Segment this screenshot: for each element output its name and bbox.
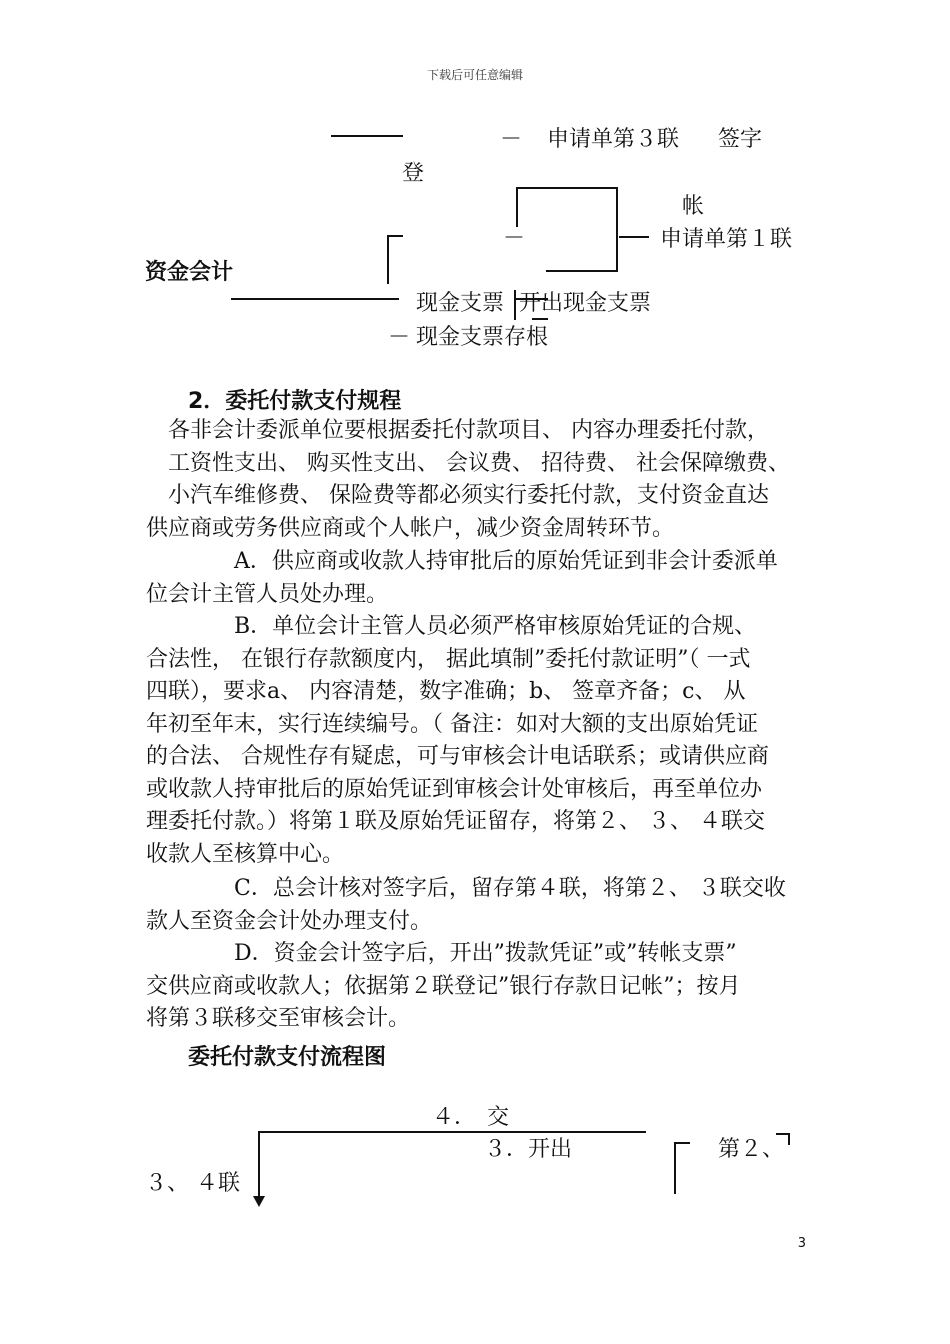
text-line: 位会计主管人员处办理。 xyxy=(146,581,389,607)
register-label: 登 xyxy=(402,161,425,186)
text-line: 四联），要求a、 内容清楚，数字准确；b、 签章齐备；c、 从 xyxy=(146,679,746,704)
text-line: 款人至资金会计处办理支付。 xyxy=(146,908,433,934)
intro-paragraph xyxy=(146,415,826,545)
text-line: 收款人至核算中心。 xyxy=(146,841,345,867)
text-line: 合法性， 在银行存款额度内， 据此填制”委托付款证明”（ 一式 xyxy=(146,646,751,672)
slip-copy-1-label: 申请单第１联 xyxy=(660,227,793,252)
copies-3-4-label: ３、 ４联 xyxy=(145,1171,240,1196)
text-line: 交供应商或收款人；依据第２联登记”银行存款日记帐”；按月 xyxy=(146,973,741,999)
copy-2-label: 第２、 xyxy=(718,1137,785,1162)
section-heading: 2．委托付款支付规程 xyxy=(188,389,402,414)
bracket-top xyxy=(387,235,403,237)
item-b-paragraph xyxy=(146,611,826,871)
text-line: C．总会计核对签字后，留存第４联，将第２、 ３联交收 xyxy=(146,876,786,901)
page-number: 3 xyxy=(797,1236,806,1251)
step-4-label: ４． 交 xyxy=(432,1105,510,1130)
text-line: 工资性支出、 购买性支出、 会议费、 招待费、 社会保障缴费、 xyxy=(146,450,790,476)
bracket-right xyxy=(616,187,618,271)
text-line: 或收款人持审批后的原始凭证到审核会计处审核后，再至单位办 xyxy=(146,776,763,802)
cash-check-label: 现金支票 xyxy=(416,291,505,316)
dash-marker: － xyxy=(503,226,526,251)
connector-line xyxy=(331,135,403,137)
connector-line xyxy=(258,1131,646,1133)
slip-copy-3-label: 申请单第３联 xyxy=(547,127,680,152)
text-line: 小汽车维修费、 保险费等都必须实行委托付款，支付资金直达 xyxy=(146,483,769,508)
text-line: 年初至年末，实行连续编号。（ 备注：如对大额的支出原始凭证 xyxy=(146,711,758,737)
connector-line xyxy=(619,236,649,238)
text-line: 的合法、 合规性存有疑虑，可与审核会计电话联系；或请供应商 xyxy=(146,744,769,769)
text-line: B．单位会计主管人员必须严格审核原始凭证的合规、 xyxy=(146,614,757,639)
bracket-left xyxy=(674,1142,676,1194)
bracket-top xyxy=(516,187,617,189)
step-3-label: ３．开出 xyxy=(484,1137,573,1162)
flowchart-title: 委托付款支付流程图 xyxy=(188,1045,387,1070)
connector-line xyxy=(514,290,516,320)
connector-line xyxy=(231,298,399,300)
bracket-bottom xyxy=(546,270,618,272)
bracket-right xyxy=(788,1133,790,1145)
account-label: 帐 xyxy=(682,194,705,219)
fund-accountant-label: 资金会计 xyxy=(145,260,234,285)
text-line: 供应商或劳务供应商或个人帐户，减少资金周转环节。 xyxy=(146,515,675,541)
text-line: 各非会计委派单位要根据委托付款项目、 内容办理委托付款， xyxy=(146,418,769,443)
item-c-paragraph xyxy=(146,873,826,938)
bracket-top xyxy=(674,1142,690,1144)
dash-marker: － xyxy=(500,127,523,152)
text-line: D．资金会计签字后，开出”拨款凭证”或”转帐支票” xyxy=(146,941,737,966)
item-a-paragraph xyxy=(146,546,826,611)
sign-label: 签字 xyxy=(718,127,763,152)
connector-line xyxy=(258,1131,260,1197)
page-header: 下载后可任意编辑 xyxy=(426,68,523,82)
cash-check-stub-label: 现金支票存根 xyxy=(416,325,549,350)
text-line: 将第３联移交至审核会计。 xyxy=(146,1006,411,1031)
issue-cash-check-label: 开出现金支票 xyxy=(519,291,652,316)
text-line: 理委托付款。）将第１联及原始凭证留存，将第２、 ３、 ４联交 xyxy=(146,809,765,834)
dash-marker: － xyxy=(388,325,411,350)
item-d-paragraph xyxy=(146,938,826,1036)
text-line: A．供应商或收款人持审批后的原始凭证到非会计委派单 xyxy=(146,549,778,574)
bracket-left xyxy=(387,235,389,284)
arrow-down-icon xyxy=(253,1196,265,1208)
